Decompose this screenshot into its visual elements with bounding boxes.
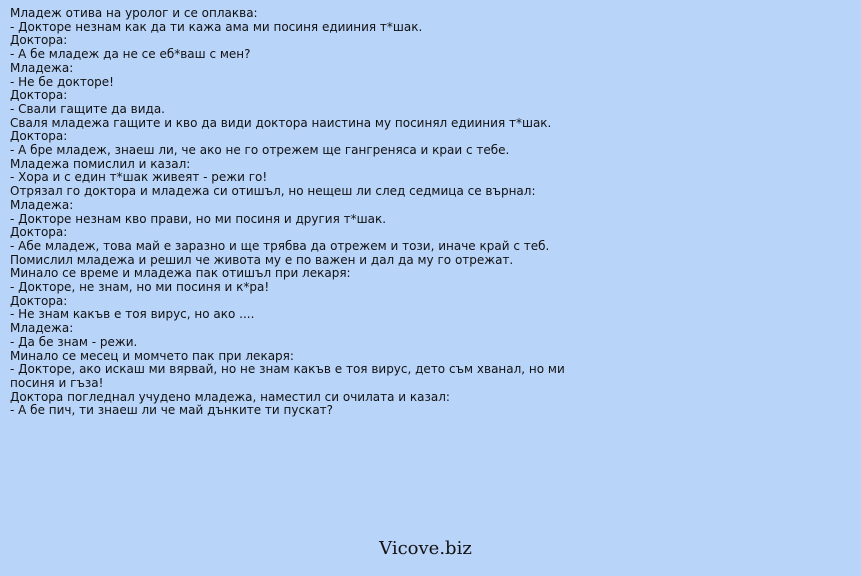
joke-text [10,7,590,418]
joke-line: Младежа: [10,60,74,75]
joke-line: - А бре младеж, знаеш ли, че ако не го отрежем ще гангренясa и краи с тебе. [10,143,510,158]
joke-line: Младежа: [10,197,74,212]
joke-line: - Свали гащите да вида. [10,101,165,116]
joke-line: - Докторе, не знам, но ми посиня и к*ра! [10,280,270,295]
joke-line: - А бе младеж да не се еб*ваш с мен? [10,47,251,62]
joke-line: - Докторе, ако искаш ми вярвай, но не знам какъв е тоя вирус, дето съм хванал, но ми посиня и гъза! [10,362,569,390]
joke-line: Младеж отива на уролог и се оплаква: [10,6,258,20]
joke-line: - Докторе незнам как да ти кажа ама ми посиня едииния т*шак. [10,19,423,34]
joke-line: Минало се месец и момчето пак при лекаря: [10,348,294,363]
joke-line: - Докторе незнам кво прави, но ми посиня и другия т*шак. [10,211,387,226]
joke-line: - Не знам какъв е тоя вирус, но ако .... [10,307,255,322]
joke-line: - Не бе докторе! [10,74,114,89]
joke-line: - А бе пич, ти знаеш ли че май дънките ти пускат? [10,403,334,418]
joke-line: - Хора и с един т*шак живеят - режи го! [10,170,268,185]
site-name: Vicove.biz [379,538,472,559]
joke-line: Доктора: [10,33,68,48]
joke-line: - Абе младеж, това май е заразно и ще трябва да отрежем и този, иначе край с теб. [10,238,550,253]
joke-line: - Да бе знам - режи. [10,334,138,349]
joke-line: Сваля младежа гащите и кво да види доктора наистина му посинял едииния т*шак. [10,115,552,130]
joke-line: Доктора: [10,293,68,308]
joke-line: Доктора: [10,88,68,103]
joke-line: Доктора: [10,225,68,240]
joke-line: Помислил младежа и решил че живота му е по важен и дал да му го отрежат. [10,252,514,267]
joke-line: Минало се време и младежа пак отишъл при лекаря: [10,266,351,281]
joke-line: Доктора: [10,129,68,144]
joke-line: Доктора погледнал учудено младежа, наместил си очилата и казал: [10,389,450,404]
joke-line: Младежа помислил и казал: [10,156,191,171]
joke-line: Отрязал го доктора и младежа си отишъл, но нещеш ли след седмица се върнал: [10,184,536,199]
joke-line: Младежа: [10,321,74,336]
